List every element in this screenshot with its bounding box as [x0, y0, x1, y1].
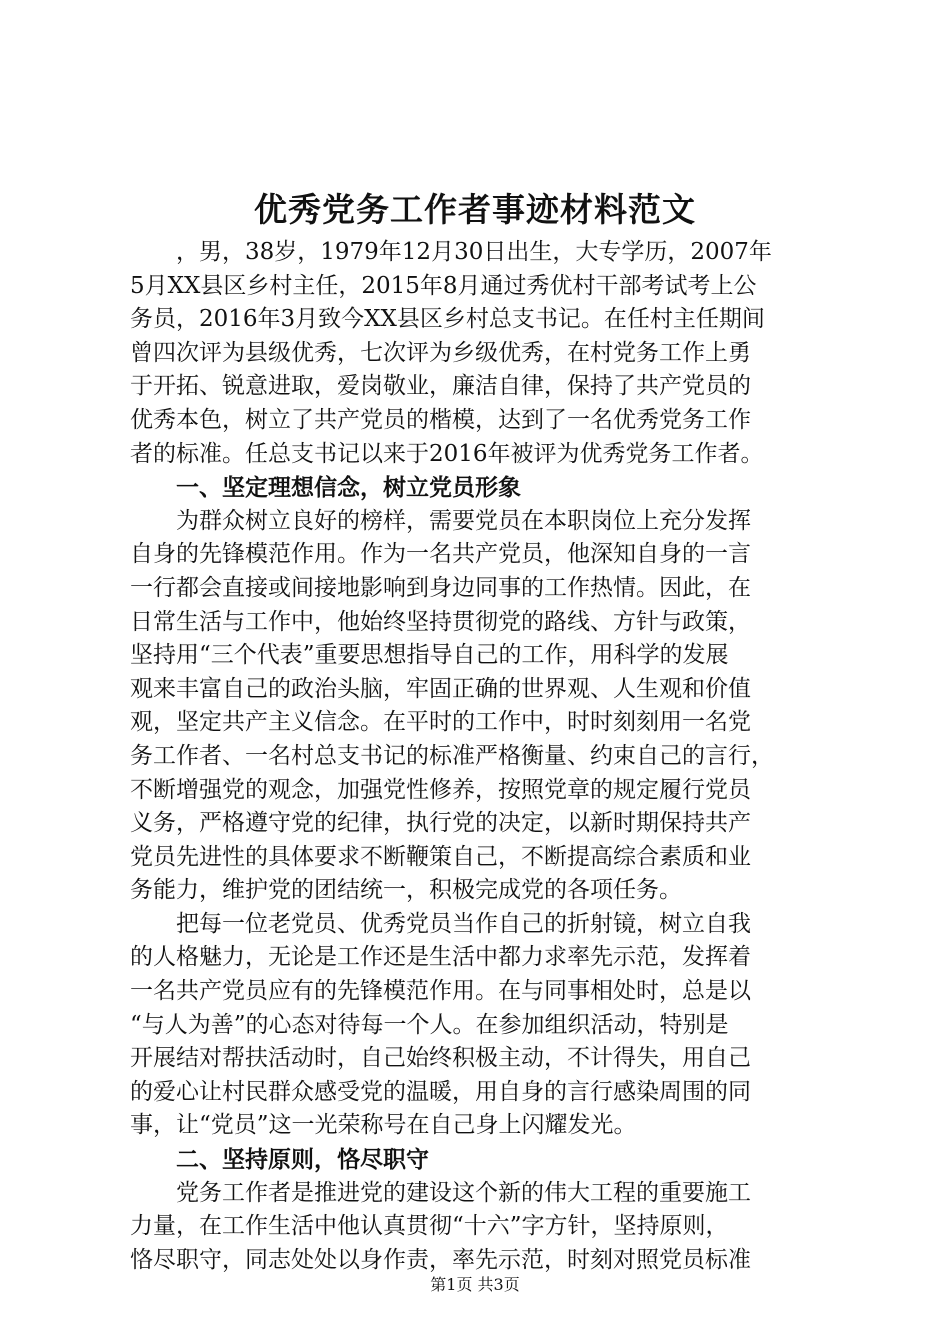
- body-line: 日常生活与工作中，他始终坚持贯彻党的路线、方针与政策，: [130, 608, 751, 635]
- body-line: 务能力，维护党的团结统一，积极完成党的各项任务。: [130, 877, 682, 904]
- body-line: 不断增强党的观念，加强党性修养，按照党章的规定履行党员: [130, 776, 751, 803]
- section-heading-2: 二、坚持原则，恪尽职守: [130, 1146, 429, 1174]
- body-line: 的人格魅力，无论是工作还是生活中都力求率先示范，发挥着: [130, 944, 751, 971]
- body-line: 坚持用“三个代表”重要思想指导自己的工作，用科学的发展: [130, 642, 729, 669]
- body-line: 自身的先锋模范作用。作为一名共产党员，他深知自身的一言: [130, 541, 751, 568]
- body-line: ，男，38岁，1979年12月30日出生，大专学历，2007年: [130, 239, 772, 265]
- body-line: 开展结对帮扶活动时，自己始终积极主动，不计得失，用自己: [130, 1045, 751, 1072]
- body-line: 优秀本色，树立了共产党员的楷模，达到了一名优秀党务工作: [130, 406, 751, 433]
- body-line: 一行都会直接或间接地影响到身边同事的工作热情。因此，在: [130, 574, 751, 601]
- body-line: 力量，在工作生活中他认真贯彻“十六”字方针，坚持原则，: [130, 1213, 729, 1240]
- body-line: 义务，严格遵守党的纪律，执行党的决定，以新时期保持共产: [130, 810, 751, 837]
- body-line: 5月XX县区乡村主任，2015年8月通过秀优村干部考试考上公: [130, 272, 757, 299]
- body-line: 把每一位老党员、优秀党员当作自己的折射镜，树立自我: [130, 910, 751, 937]
- body-line: 为群众树立良好的榜样，需要党员在本职岗位上充分发挥: [130, 507, 751, 534]
- body-line: 曾四次评为县级优秀，七次评为乡级优秀，在村党务工作上勇: [130, 339, 751, 366]
- body-line: 务员，2016年3月致今XX县区乡村总支书记。在任村主任期间: [130, 306, 765, 333]
- body-line: 于开拓、锐意进取，爱岗敬业，廉洁自律，保持了共产党员的: [130, 373, 751, 400]
- body-line: 事，让“党员”这一光荣称号在自己身上闪耀发光。: [130, 1112, 637, 1139]
- body-line: 党务工作者是推进党的建设这个新的伟大工程的重要施工: [130, 1179, 751, 1206]
- section-heading-1: 一、坚定理想信念，树立党员形象: [130, 474, 521, 502]
- body-line: 观来丰富自己的政治头脑，牢固正确的世界观、人生观和价值: [130, 675, 751, 702]
- body-line: 观，坚定共产主义信念。在平时的工作中，时时刻刻用一名党: [130, 709, 751, 736]
- body-line: 党员先进性的具体要求不断鞭策自己，不断提高综合素质和业: [130, 843, 751, 870]
- document-body: [130, 236, 830, 1277]
- body-line: 的爱心让村民群众感受党的温暖，用自身的言行感染周围的同: [130, 1078, 751, 1105]
- page-footer: 第1页 共3页: [430, 1275, 520, 1294]
- body-line: “与人为善”的心态对待每一个人。在参加组织活动，特别是: [130, 1011, 729, 1038]
- body-line: 恪尽职守，同志处处以身作责，率先示范，时刻对照党员标准: [130, 1246, 751, 1273]
- body-line: 务工作者、一名村总支书记的标准严格衡量、约束自己的言行，: [130, 742, 774, 769]
- body-line: 者的标准。任总支书记以来于2016年被评为优秀党务工作者。: [130, 440, 764, 467]
- document-title: 优秀党务工作者事迹材料范文: [254, 190, 696, 229]
- body-line: 一名共产党员应有的先锋模范作用。在与同事相处时，总是以: [130, 978, 751, 1005]
